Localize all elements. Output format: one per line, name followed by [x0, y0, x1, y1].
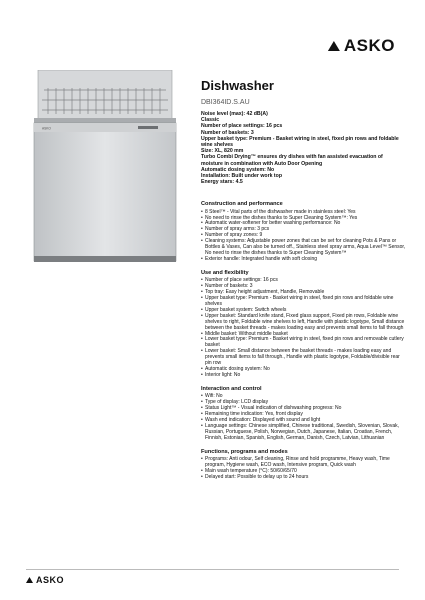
section-interaction-control [201, 386, 407, 442]
product-title: Dishwasher [201, 78, 274, 93]
list-item: • Type of display: LCD display [201, 400, 407, 406]
spec-line: Installation: Built under work top [201, 173, 282, 180]
list-item: • Interior light: No [201, 373, 407, 379]
list-item: • Number of spray arms: 3 pcs [201, 227, 407, 233]
section-title: Interaction and control [201, 385, 262, 392]
list-item: • Automatic dosing system: No [201, 367, 407, 373]
list-item: • Wash end indication: Displayed with sound and light [201, 418, 407, 424]
spec-line: Size: XL, 820 mm [201, 148, 244, 155]
bullet-list [201, 278, 407, 378]
list-item: • Lower basket type: Premium - Basket wiring in steel, fixed pin rows and removable cutlery basket [201, 337, 407, 349]
list-item: • Number of spray zones: 9 [201, 233, 407, 239]
list-item: • Automatic water-softener for better washing performance: No [201, 221, 407, 227]
asko-logo-icon [26, 577, 33, 583]
section-use-flexibility [201, 270, 407, 379]
list-item: • Programs: Anti odour, Self cleaning, Rinse and hold programme, Heavy wash, Time program, Hygiene wash, ECO wash, Intensive program, Quick wash [201, 457, 407, 469]
footer-divider [26, 569, 399, 570]
list-item: • Status Light™ - Visual indication of dishwashing progress: No [201, 406, 407, 412]
spec-line: Upper basket type: Premium - Basket wiring in steel, fixed pin rows and foldable wine shelves [201, 135, 399, 149]
footer-brand-name: ASKO [36, 575, 65, 585]
list-item: • Upper basket: Standard knife stand, Fixed glass support, Fixed pin rows, Foldable wine shelves to right, Foldable wine shelves to left, Handle with plastic logotype, Small distance between the basket threads - makes loading easy and prevents small items to fall through [201, 314, 407, 332]
section-title: Functions, programs and modes [201, 448, 288, 455]
list-item: • Upper basket system: Switch wheels [201, 308, 407, 314]
list-item: • No need to rinse the dishes thanks to Super Cleaning System™: Yes [201, 216, 407, 222]
list-item: • Cleaning systems: Adjustable power zones that can be set for cleaning Pots & Pans or Bottles & Vases, Can also be turned off., Stainless steel spray arms, Aqua Level™ Sensor, No need to rinse the dishes thanks to Super Cleaning System™ [201, 239, 407, 257]
bullet-list [201, 394, 407, 441]
list-item: • Top tray: Easy height adjustment, Handle, Removable [201, 290, 407, 296]
spec-line: Turbo Combi Drying™ ensures dry dishes with fan assisted evacuation of moisture in combination with Auto Door Opening [201, 154, 383, 167]
section-title: Use and flexibility [201, 269, 249, 276]
brand-name: ASKO [343, 36, 395, 55]
spec-line: Noise level (max): 42 dB(A) [201, 111, 268, 117]
brand-logo [328, 36, 395, 56]
spec-line: Energy stars: 4.5 [201, 179, 243, 186]
list-item: • 8 Steel™ - Vital parts of the dishwasher made in stainless steel: Yes [201, 210, 407, 216]
svg-text:ASKO: ASKO [42, 126, 51, 131]
list-item: • Number of baskets: 3 [201, 284, 407, 290]
feature-sections [201, 201, 407, 488]
section-functions-programs [201, 449, 407, 481]
spec-line: Number of place settings: 16 pcs [201, 123, 283, 130]
section-title: Construction and performance [201, 201, 283, 207]
list-item: • Remaining time indication: Yes, front display [201, 412, 407, 418]
bullet-list [201, 457, 407, 481]
list-item: • Language settings: Chinese simplified, Chinese traditional, Swedish, Slovenian, Slovak, Russian, Portuguese, Polish, Norwegian, Dutch, Japanese, Italian, Croatian, French, Finnish, Estonian, Spanish, English, German, Danish, Czech, Latvian, Lithuanian [201, 424, 407, 442]
list-item: • Number of place settings: 16 pcs [201, 278, 407, 284]
list-item: • Middle basket: Without middle basket [201, 332, 407, 338]
footer-brand-logo [26, 575, 64, 585]
section-construction [201, 201, 407, 263]
product-summary [201, 78, 401, 185]
product-sku: DBI364ID.S.AU [201, 99, 250, 106]
spec-line: Automatic dosing system: No [201, 166, 275, 173]
asko-logo-icon [328, 41, 340, 51]
spec-line: Classic [201, 117, 220, 124]
list-item: • Main wash temperature (°C): 50/60/65/70 [201, 469, 407, 475]
list-item: • Lower basket: Small distance between the basket threads - makes loading easy and prevents small items to fall through., Handle with plastic logotype, Foldable/divisible rear pin row [201, 349, 407, 367]
bullet-list [201, 210, 407, 263]
list-item: • Delayed start: Possible to delay up to 24 hours [201, 475, 407, 481]
spec-line: Number of baskets: 3 [201, 129, 254, 136]
dishwasher-product-image [28, 70, 182, 264]
list-item: • Exterior handle: Integrated handle with soft closing [201, 257, 407, 263]
list-item: • Upper basket type: Premium - Basket wiring in steel, fixed pin rows and foldable wine shelves [201, 296, 407, 308]
list-item: • Wifi: No [201, 394, 407, 400]
